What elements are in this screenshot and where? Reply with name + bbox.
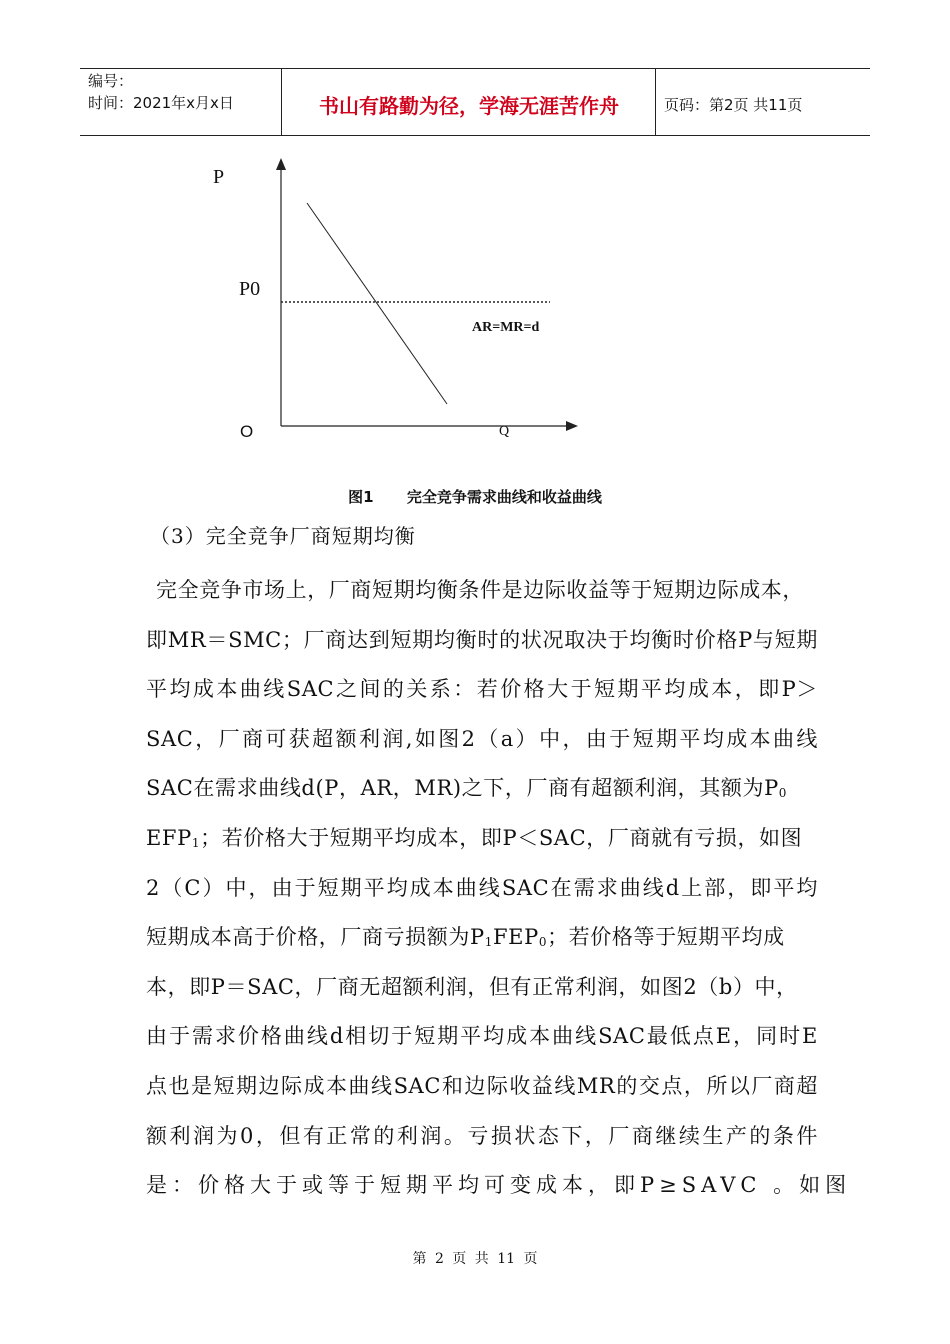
body-paragraph [146, 566, 852, 1211]
subscript: 1 [484, 935, 493, 950]
paragraph-line [146, 913, 818, 963]
header-motto: 书山有路勤为径，学海无涯苦作舟 [319, 94, 619, 118]
subscript: 1 [191, 835, 201, 850]
document-number-label: 编号： [88, 72, 134, 90]
paragraph-line [146, 814, 818, 864]
origin-label: O [240, 422, 254, 441]
paragraph-line: 2（C）中，由于短期平均成本曲线SAC在需求曲线d上部，即平均 [146, 875, 818, 900]
paragraph-line: 额利润为0，但有正常的利润。亏损状态下，厂商继续生产的条件 [146, 1123, 818, 1148]
paragraph-line [146, 764, 818, 814]
paragraph-text: SAC在需求曲线d(P，AR，MR)之下，厂商有超额利润，其额为P [146, 776, 779, 801]
curve-label: AR=MR=d [472, 320, 540, 335]
paragraph-text: EFP [146, 825, 192, 850]
demand-revenue-diagram [0, 0, 950, 480]
page-footer: 第 2 页 共 11 页 [412, 1251, 538, 1267]
paragraph-line: 点也是短期边际成本曲线SAC和边际收益线MR的交点，所以厂商超 [146, 1073, 818, 1098]
paragraph-line: SAC，厂商可获超额利润,如图2（a）中，由于短期平均成本曲线 [146, 726, 818, 751]
paragraph-text: ；若价格等于短期平均成 [547, 925, 785, 950]
subscript: 0 [778, 786, 788, 801]
y-axis-label: P [213, 166, 225, 188]
paragraph-line: 完全竞争市场上，厂商短期均衡条件是边际收益等于短期边际成本， [156, 578, 804, 602]
paragraph-line: 本，即P＝SAC，厂商无超额利润，但有正常利润，如图2（b）中， [146, 974, 798, 999]
figure-title: 完全竞争需求曲线和收益曲线 [406, 488, 602, 506]
subscript: 0 [538, 935, 548, 950]
x-axis-arrow-icon [566, 421, 578, 431]
paragraph-text: 短期成本高于价格，厂商亏损额为P [146, 925, 485, 950]
demand-curve [307, 203, 447, 404]
paragraph-line: 是：价格大于或等于短期平均可变成本，即P≥SAVC 。如图 [146, 1173, 852, 1198]
y-axis-arrow-icon [276, 158, 286, 170]
document-date: 时间：2021年x月x日 [88, 94, 234, 112]
paragraph-line: 由于需求价格曲线d相切于短期平均成本曲线SAC最低点E，同时E [146, 1024, 818, 1049]
paragraph-text: ；若价格大于短期平均成本，即P＜SAC，厂商就有亏损，如图 [200, 825, 803, 850]
x-axis-label: Q [499, 424, 510, 439]
section-heading: （3）完全竞争厂商短期均衡 [150, 524, 416, 548]
header-page-info: 页码：第2页 共11页 [664, 96, 803, 114]
figure-caption [0, 486, 950, 507]
paragraph-line: 即MR＝SMC；厂商达到短期均衡时的状况取决于均衡时价格P与短期 [146, 627, 818, 652]
figure-number: 图1 [348, 488, 374, 506]
paragraph-line: 平均成本曲线SAC之间的关系：若价格大于短期平均成本，即P＞ [146, 677, 818, 702]
paragraph-text: FEP [492, 925, 539, 950]
price-p0-label: P0 [239, 278, 261, 300]
